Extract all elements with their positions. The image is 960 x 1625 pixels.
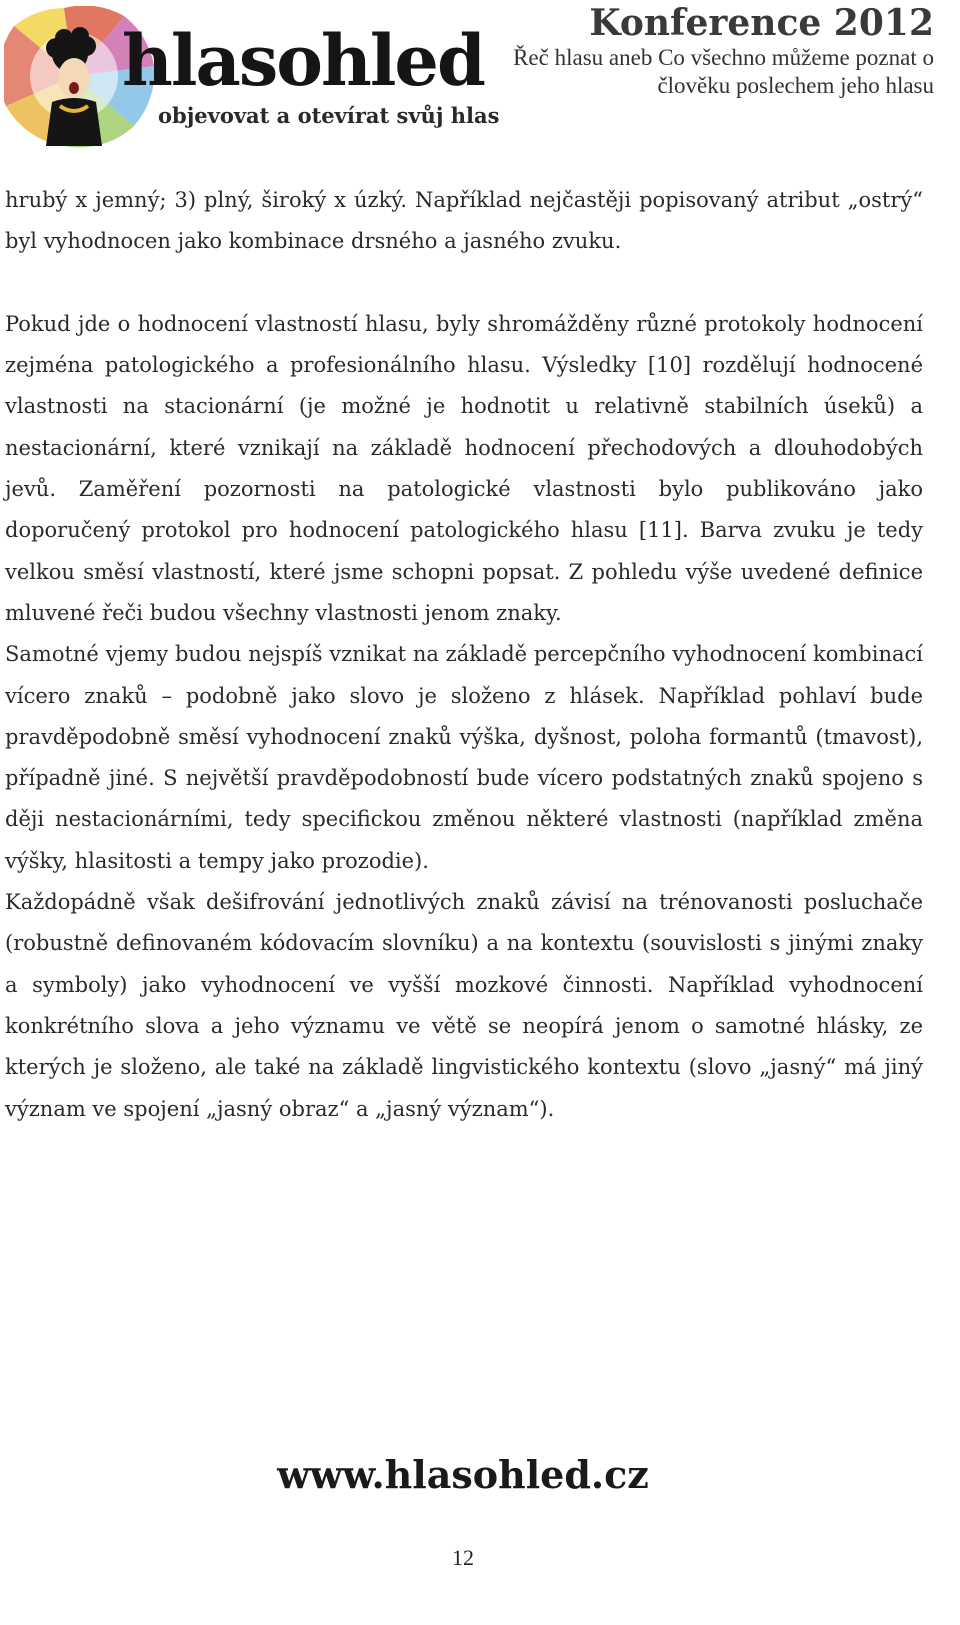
paragraph-2: Pokud jde o hodnocení vlastností hlasu, byly shromážděny různé protokoly hodnocení zejména patologického a profesionálního hlasu. Výsledky [10] rozdělují hodnocené vlastnosti na stacionární (je možné je hodnotit u relativně stabilních úseků) a nestacionární, které vznikají na základě hodnocení přechodových a dlouhodobých jevů. Zaměření pozornosti na patologické vlastnosti bylo publikováno jako doporučený protokol pro hodnocení patologického hlasu [11]. Barva zvuku je tedy velkou směsí vlastností, které jsme schopni popsat. Z pohledu výše uvedené definice mluvené řeči budou všechny vlastnosti jenom znaky. (5, 311, 923, 625)
paragraph-4: Každopádně však dešifrování jednotlivých znaků závisí na trénovanosti posluchače (robustně definovaném kódovacím slovníku) a na kontextu (souvislosti s jinými znaky a symboly) jako vyhodnocení ve vyšší mozkové činnosti. Například vyhodnocení konkrétního slova a jeho významu ve větě se neopírá jenom o samotné hlásky, ze kterých je složeno, ale také na základě lingvistického kontextu (slovo „jasný“ má jiný význam ve spojení „jasný obraz“ a „jasný význam“). (5, 890, 923, 1121)
conference-heading (504, 2, 934, 100)
logo-wordmark: hlasohled (122, 19, 484, 102)
conference-title: Konference 2012 (589, 2, 934, 44)
conference-subtitle: Řeč hlasu aneb Co všechno můžeme poznat o člověku poslechem jeho hlasu (513, 45, 934, 98)
paragraph-3: Samotné vjemy budou nejspíš vznikat na základě percepčního vyhodnocení kombinací vícero znaků – podobně jako slovo je složeno z hlásek. Například pohlaví bude pravděpodobně směsí vyhodnocení znaků výška, dyšnost, poloha formantů (tmavost), případně jiné. S největší pravděpodobností bude vícero podstatných znaků spojeno s ději nestacionárními, tedy specifickou změnou některé vlastnosti (například změna výšky, hlasitosti a tempy jako prozodie). (5, 642, 923, 873)
paragraph-1: hrubý x jemný; 3) plný, široký x úzký. Například nejčastěji popisovaný atribut „ostrý“ byl vyhodnocen jako kombinace drsného a jasného zvuku. (5, 188, 923, 254)
logo-tagline: objevovat a otevírat svůj hlas (158, 103, 500, 128)
article-body (5, 180, 923, 1130)
hlasohled-logo (4, 6, 500, 152)
page-header (0, 0, 960, 165)
page-number: 12 (452, 1545, 474, 1570)
footer-website-link[interactable]: www.hlasohled.cz (277, 1452, 649, 1497)
